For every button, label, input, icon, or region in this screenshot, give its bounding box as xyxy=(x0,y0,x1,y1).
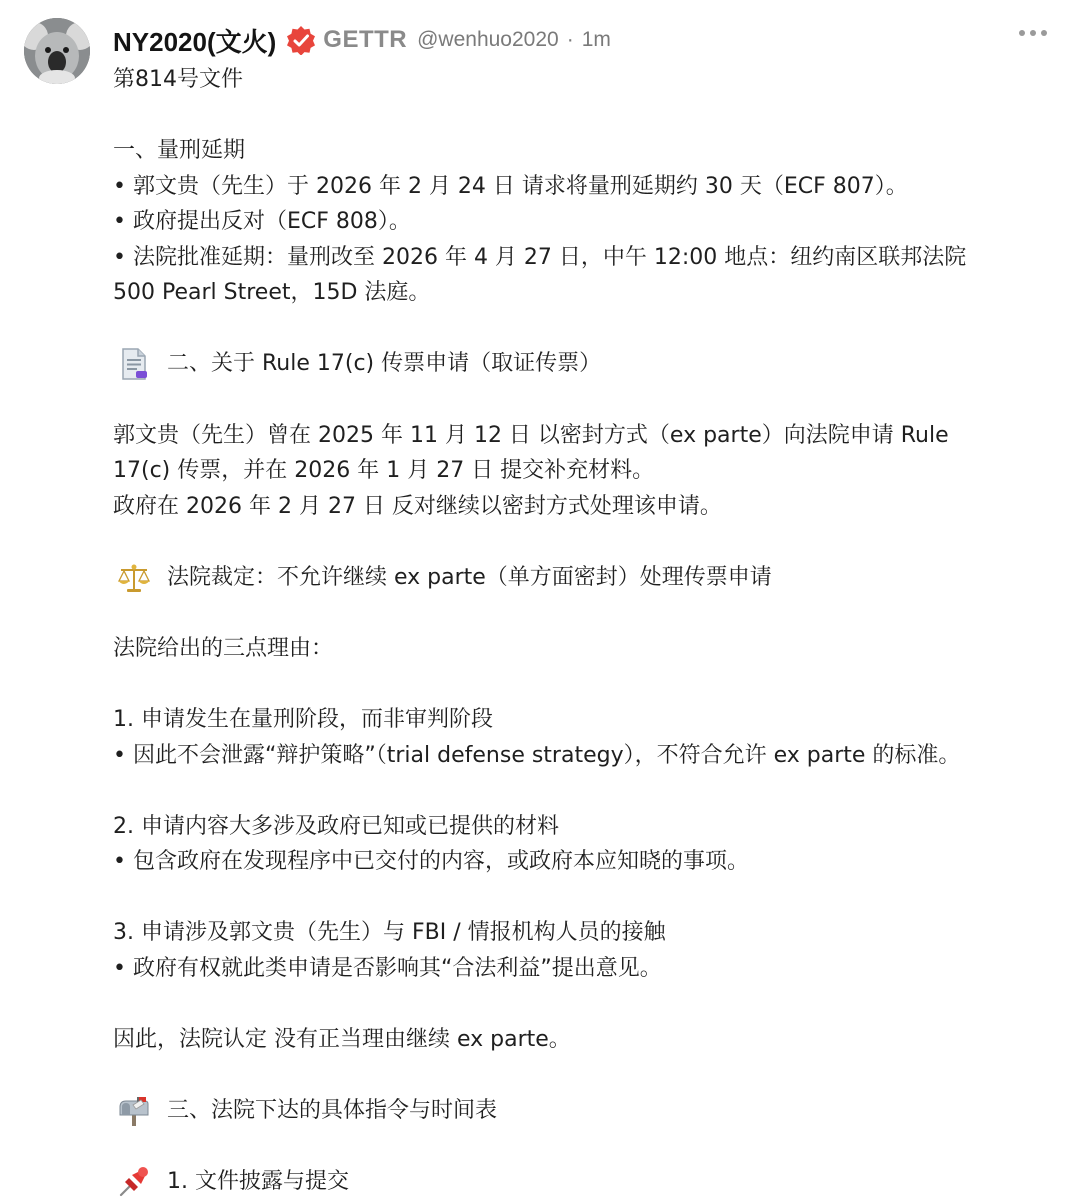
section1-bullet-1: • 郭文贵（先生）于 2026 年 2 月 24 日 请求将量刑延期约 30 天（ECF 807）。 xyxy=(113,173,908,199)
section3-heading: 三、法院下达的具体指令与时间表 xyxy=(167,1097,498,1123)
reason3-title: 3. 申请涉及郭文贵（先生）与 FBI / 情报机构人员的接触 xyxy=(113,920,666,945)
document-icon xyxy=(116,346,152,382)
verified-badge-icon xyxy=(286,25,316,55)
post-time[interactable]: 1m xyxy=(581,28,611,51)
section1-bullet-2: • 政府提出反对（ECF 808）。 xyxy=(113,209,411,234)
reason1-bullet: • 因此不会泄露“辩护策略”（trial defense strategy），不符合允许 ex parte 的标准。 xyxy=(113,742,961,768)
post-title: 第814号文件 xyxy=(113,67,243,92)
section3-sub1: 1. 文件披露与提交 xyxy=(167,1169,349,1195)
section3-sub1-row xyxy=(113,1164,1033,1200)
section2-heading-row xyxy=(113,346,1033,382)
author-handle[interactable]: @wenhuo2020 xyxy=(417,28,559,51)
gettr-brand: GETTR xyxy=(323,26,408,53)
section2-para-line1: 郭文贵（先生）曾在 2025 年 11 月 12 日 以密封方式（ex parte）向法院申请 Rule xyxy=(113,422,949,448)
author-display-name[interactable]: NY2020(文火) xyxy=(113,26,277,57)
section1-bullet-3-cont: 500 Pearl Street，15D 法庭。 xyxy=(113,280,431,305)
section3-heading-row xyxy=(113,1093,1033,1129)
post-header xyxy=(113,22,611,58)
post-body xyxy=(113,62,1033,1200)
author-avatar[interactable] xyxy=(24,18,90,84)
section2-heading: 二、关于 Rule 17(c) 传票申请（取证传票） xyxy=(167,351,602,377)
reason1-title: 1. 申请发生在量刑阶段，而非审判阶段 xyxy=(113,707,493,732)
section2-para-line2: 17(c) 传票，并在 2026 年 1 月 27 日 提交补充材料。 xyxy=(113,458,655,483)
conclusion: 因此，法院认定 没有正当理由继续 ex parte。 xyxy=(113,1026,571,1052)
more-options-icon[interactable] xyxy=(1019,30,1047,36)
reason2-bullet: • 包含政府在发现程序中已交付的内容，或政府本应知晓的事项。 xyxy=(113,849,749,874)
balance-scale-icon xyxy=(116,560,152,596)
ruling-row xyxy=(113,560,1033,596)
ruling-text: 法院裁定：不允许继续 ex parte（单方面密封）处理传票申请 xyxy=(167,564,772,590)
section1-bullet-3: • 法院批准延期：量刑改至 2026 年 4 月 27 日，中午 12:00 地点：纽约南区联邦法院 xyxy=(113,244,967,270)
pushpin-icon xyxy=(116,1164,152,1200)
reason2-title: 2. 申请内容大多涉及政府已知或已提供的材料 xyxy=(113,813,559,839)
koala-avatar xyxy=(24,18,90,84)
mailbox-icon xyxy=(116,1093,152,1129)
section1-heading: 一、量刑延期 xyxy=(113,138,246,163)
reason3-bullet: • 政府有权就此类申请是否影响其“合法利益”提出意见。 xyxy=(113,955,662,981)
section2-para-line3: 政府在 2026 年 2 月 27 日 反对继续以密封方式处理该申请。 xyxy=(113,493,722,519)
separator-dot: · xyxy=(566,28,574,51)
reasons-intro: 法院给出的三点理由： xyxy=(113,636,334,661)
